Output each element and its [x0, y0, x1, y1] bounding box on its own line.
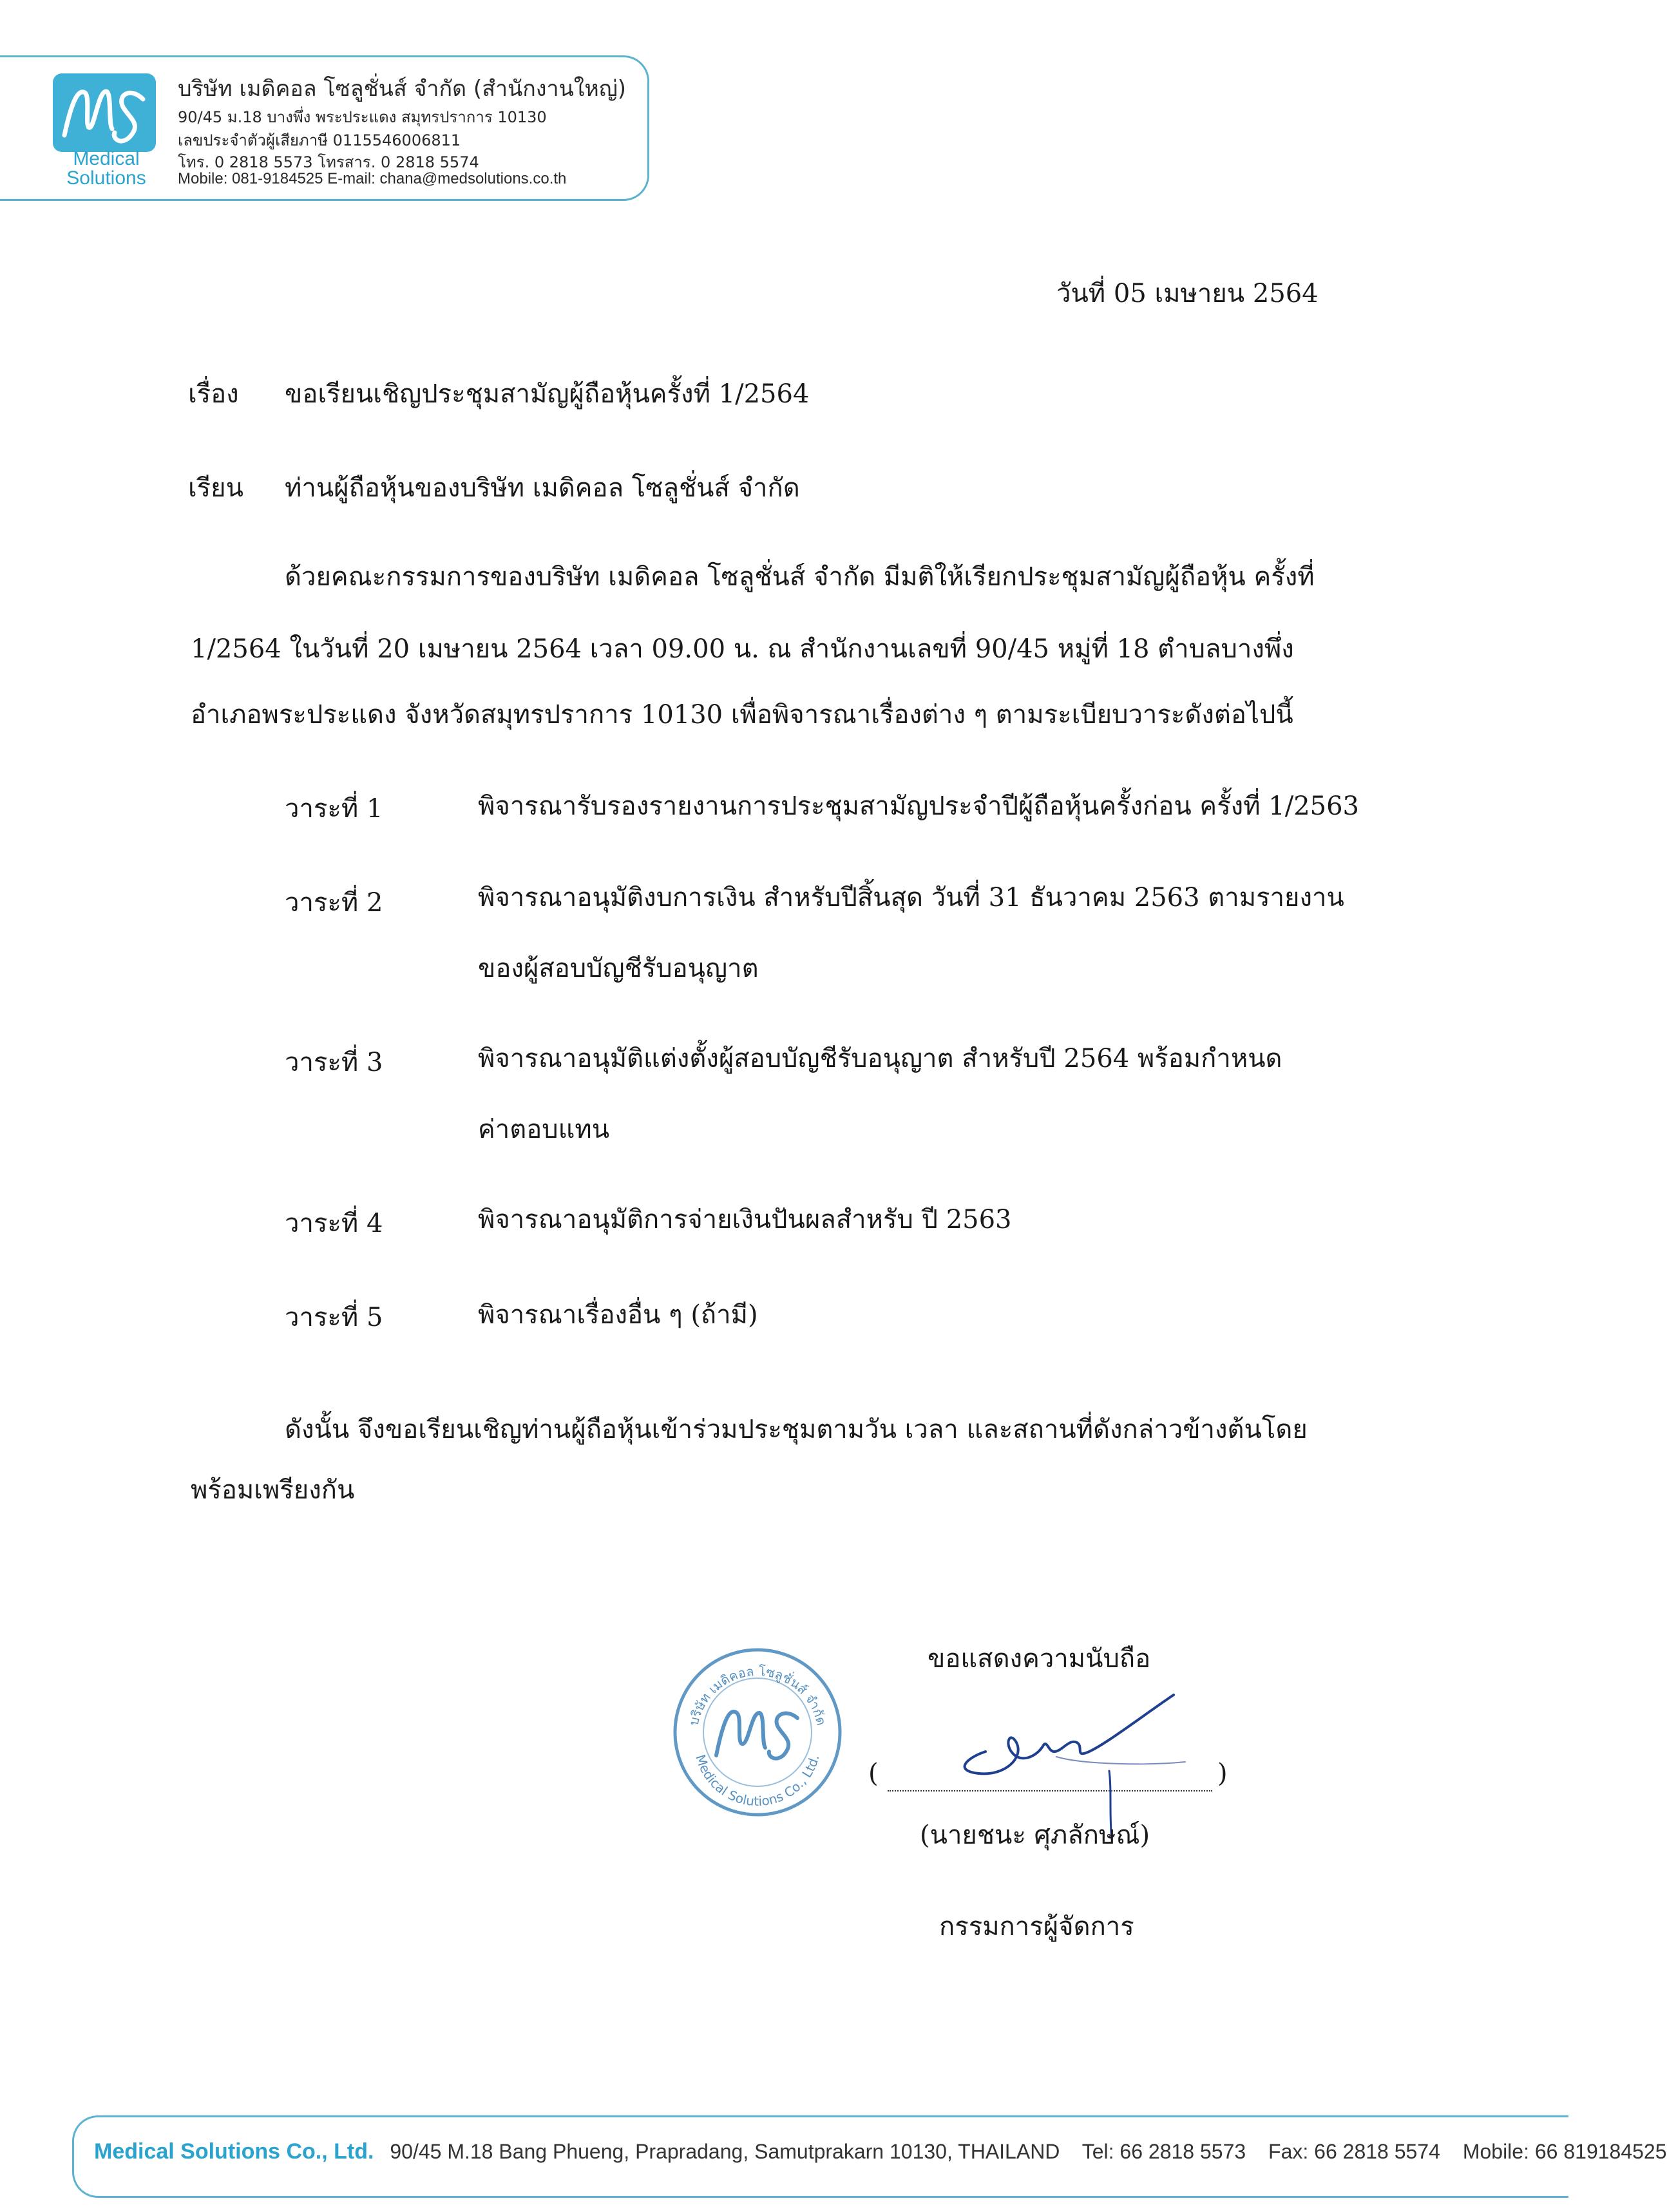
- agenda-5-label: วาระที่ 5: [285, 1303, 383, 1332]
- subject-text: ขอเรียนเชิญประชุมสามัญผู้ถือหุ้นครั้งที่ 1/2564: [285, 379, 810, 409]
- to-text: ท่านผู้ถือหุ้นของบริษัท เมดิคอล โซลูชั่นส์ จำกัด: [285, 473, 800, 503]
- handwritten-signature: [940, 1681, 1198, 1842]
- agenda-3-label: วาระที่ 3: [285, 1048, 383, 1077]
- company-seal: [671, 1646, 844, 1819]
- intro-line-2: 1/2564 ในวันที่ 20 เมษายน 2564 เวลา 09.00 น. ณ สำนักงานเลขที่ 90/45 หมู่ที่ 18 ตำบลบางพึ่ง: [191, 634, 1294, 664]
- signature-icon: [940, 1681, 1198, 1842]
- agenda-2-label: วาระที่ 2: [285, 888, 383, 918]
- closing-line-1: ดังนั้น จึงขอเรียนเชิญท่านผู้ถือหุ้นเข้าร่วมประชุมตามวัน เวลา และสถานที่ดังกล่าวข้างต้นโดย: [285, 1415, 1308, 1444]
- company-mobile-email: Mobile: 081-9184525 E-mail: chana@medsolutions.co.th: [178, 170, 567, 187]
- footer-mobile: Mobile: 66 819184525: [1462, 2140, 1667, 2163]
- logo-wordmark-line1: Medical: [73, 148, 140, 169]
- seal-inner-text: Medical Solutions Co., Ltd.: [692, 1752, 823, 1810]
- company-tax-id: เลขประจำตัวผู้เสียภาษี 0115546006811: [178, 131, 461, 149]
- footer-contact: [94, 2139, 1667, 2164]
- signer-name: (นายชนะ ศุภลักษณ์): [920, 1820, 1150, 1850]
- company-address: 90/45 ม.18 บางพึ่ง พระประแดง สมุทรปราการ 10130: [178, 108, 547, 126]
- signature-open-paren: (: [868, 1759, 879, 1788]
- company-name: บริษัท เมดิคอล โซลูชั่นส์ จำกัด (สำนักงานใหญ่): [178, 76, 627, 102]
- footer-fax: Fax: 66 2818 5574: [1268, 2140, 1440, 2163]
- footer-tel: Tel: 66 2818 5573: [1081, 2140, 1246, 2163]
- svg-text:บริษัท เมดิคอล โซลูชั่นส์ จำกั: [686, 1663, 830, 1727]
- agenda-2-text-2: ของผู้สอบบัญชีรับอนุญาต: [478, 954, 759, 983]
- company-phone-fax: โทร. 0 2818 5573 โทรสาร. 0 2818 5574: [178, 153, 479, 171]
- letter-date: วันที่ 05 เมษายน 2564: [1056, 279, 1319, 308]
- agenda-5-text: พิจารณาเรื่องอื่น ๆ (ถ้ามี): [478, 1300, 758, 1330]
- subject-label: เรื่อง: [188, 379, 239, 409]
- agenda-1-text: พิจารณารับรองรายงานการประชุมสามัญประจำปีผู้ถือหุ้นครั้งก่อน ครั้งที่ 1/2563: [478, 791, 1360, 821]
- seal-stamp-icon: [671, 1646, 844, 1819]
- footer-address: 90/45 M.18 Bang Phueng, Prapradang, Samutprakarn 10130, THAILAND: [390, 2140, 1060, 2163]
- agenda-1-label: วาระที่ 1: [285, 794, 383, 824]
- footer-company-name: Medical Solutions Co., Ltd.: [94, 2139, 374, 2164]
- regards-text: ขอแสดงความนับถือ: [928, 1644, 1151, 1674]
- intro-line-3: อำเภอพระประแดง จังหวัดสมุทรปราการ 10130 เพื่อพิจารณาเรื่องต่าง ๆ ตามระเบียบวาระดังต่อไปนี้: [191, 700, 1293, 730]
- signature-close-paren: ): [1217, 1759, 1228, 1788]
- logo-ms-icon: [53, 73, 156, 152]
- seal-outer-text: บริษัท เมดิคอล โซลูชั่นส์ จำกัด: [685, 1663, 830, 1727]
- agenda-3-text-2: ค่าตอบแทน: [478, 1115, 610, 1144]
- signer-title: กรรมการผู้จัดการ: [939, 1912, 1134, 1942]
- agenda-3-text-1: พิจารณาอนุมัติแต่งตั้งผู้สอบบัญชีรับอนุญาต สำหรับปี 2564 พร้อมกำหนด: [478, 1044, 1282, 1073]
- logo-wordmark-line2: Solutions: [66, 167, 146, 189]
- closing-line-2: พร้อมเพรียงกัน: [191, 1475, 355, 1505]
- to-label: เรียน: [188, 473, 243, 503]
- company-logo: [53, 73, 156, 152]
- intro-line-1: ด้วยคณะกรรมการของบริษัท เมดิคอล โซลูชั่นส์ จำกัด มีมติให้เรียกประชุมสามัญผู้ถือหุ้น ครั้งที่: [285, 562, 1315, 592]
- agenda-2-text-1: พิจารณาอนุมัติงบการเงิน สำหรับปีสิ้นสุด วันที่ 31 ธันวาคม 2563 ตามรายงาน: [478, 883, 1344, 912]
- agenda-4-label: วาระที่ 4: [285, 1209, 383, 1238]
- agenda-4-text: พิจารณาอนุมัติการจ่ายเงินปันผลสำหรับ ปี 2563: [478, 1205, 1012, 1234]
